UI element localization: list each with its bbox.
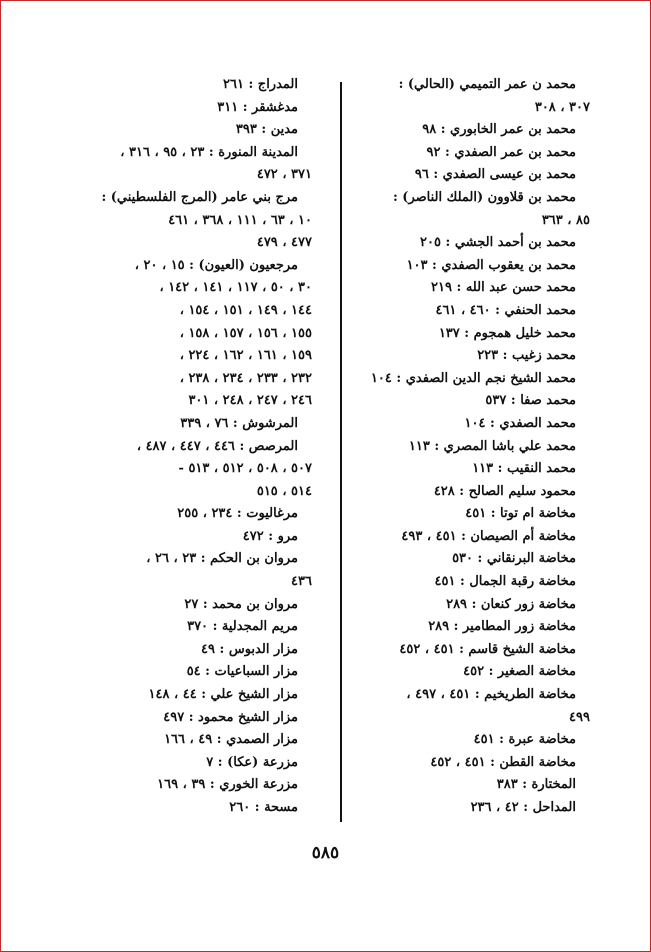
index-entry: مرج بني عامر (المرج الفلسطيني) : bbox=[101, 189, 298, 205]
index-entry: المدراج : ٢٦١ bbox=[223, 77, 298, 92]
index-entry: مروان بن محمد : ٢٧ bbox=[184, 596, 298, 612]
index-entry-continuation: ٢٣٢ ، ٢٣٣ ، ٢٣٤ ، ٢٣٨ ، bbox=[179, 370, 312, 386]
index-entry-continuation: ٥٠٧ ، ٥٠٨ ، ٥١٢ ، ٥١٣ - bbox=[178, 461, 312, 477]
page-number: ٥٨٥ bbox=[311, 843, 340, 863]
index-entry: مزار الدبوس : ٤٩ bbox=[201, 641, 298, 657]
index-entry: مريم المجدلية : ٣٧٠ bbox=[187, 619, 298, 635]
index-entry: محمد الصفدي : ١٠٤ bbox=[464, 415, 576, 431]
index-entry: محمد زغيب : ٢٢٣ bbox=[477, 348, 576, 364]
index-entry-continuation: ٢٤٦ ، ٢٤٧ ، ٢٤٨ ، ٣٠١ bbox=[188, 393, 312, 409]
index-entry: مزار الشيخ علي : ٤٤ ، ١٤٨ bbox=[148, 687, 298, 703]
index-entry: محمد بن قلاوون (الملك الناصر) : bbox=[392, 189, 576, 205]
index-entry-continuation: ٣٠٧ ، ٣٠٨ bbox=[534, 99, 590, 115]
index-entry: محمد ن عمر التميمي (الحالي) : bbox=[398, 77, 576, 92]
index-entry: مخاضة زور كنعان : ٢٨٩ bbox=[446, 596, 576, 612]
index-entry: محمد صفا : ٥٣٧ bbox=[485, 393, 576, 409]
index-entry: مزرعة الخوري : ٣٩ ، ١٦٩ bbox=[157, 777, 298, 793]
index-entry: المختارة : ٣٨٣ bbox=[496, 777, 576, 793]
index-entry: مخاضة رقبة الجمال : ٤٥١ bbox=[434, 574, 576, 590]
index-entry: محمود سليم الصالح : ٤٢٨ bbox=[433, 483, 576, 499]
index-entry: المدينة المنورة : ٢٣ ، ٩٥ ، ٣١٦ ، bbox=[120, 144, 298, 160]
index-entry: مرغاليوت : ٢٣٤ ، ٢٥٥ bbox=[177, 506, 298, 522]
index-column-left bbox=[100, 74, 312, 820]
index-entry-continuation: ١٠ ، ٦٣ ، ١١١ ، ٣٦٨ ، ٤٦١ bbox=[168, 212, 312, 228]
index-entry-continuation: ٤٣٦ bbox=[291, 574, 312, 590]
index-entry: مخاضة أم الصيصان : ٤٥١ ، ٤٩٣ bbox=[401, 528, 576, 544]
index-entry: مسحة : ٢٦٠ bbox=[229, 800, 298, 815]
index-entry: محمد بن أحمد الجشي : ٢٠٥ bbox=[420, 235, 576, 251]
index-entry-continuation: ١٥٩ ، ١٦١ ، ١٦٢ ، ٢٢٤ ، bbox=[179, 348, 312, 364]
index-entry: محمد بن يعقوب الصفدي : ١٠٣ bbox=[406, 257, 576, 273]
index-column-right bbox=[352, 74, 590, 820]
index-entry: مدين : ٣٩٣ bbox=[235, 122, 298, 138]
index-entry: محمد الشيخ نجم الدين الصفدي : ١٠٤ bbox=[370, 370, 576, 386]
index-entry: مزار الشيخ محمود : ٤٩٧ bbox=[163, 709, 298, 725]
index-entry: محمد الحنفي : ٤٦٠ ، ٤٦١ bbox=[435, 302, 576, 318]
index-entry-continuation: ٤٧٧ ، ٤٧٩ bbox=[256, 235, 312, 251]
index-entry: المداحل : ٤٢ ، ٢٣٦ bbox=[470, 800, 576, 815]
index-entry: مزار السباعيات : ٥٤ bbox=[186, 664, 298, 680]
index-entry: مزار الصمدي : ٤٩ ، ١٦٦ bbox=[164, 732, 298, 748]
index-entry: مخاضة الطريخيم : ٤٥١ ، ٤٩٧ ، bbox=[406, 687, 576, 703]
index-entry: محمد بن عمر الصفدي : ٩٢ bbox=[426, 144, 576, 160]
index-entry-continuation: ٥١٤ ، ٥١٥ bbox=[256, 483, 312, 499]
index-entry: محمد علي باشا المصري : ١١٣ bbox=[408, 438, 576, 454]
index-entry: مدغشقر : ٣١١ bbox=[217, 99, 298, 115]
index-entry: المرصص : ٤٤٦ ، ٤٤٧ ، ٤٨٧ ، bbox=[136, 438, 298, 454]
index-entry: مخاضة البرنقاني : ٥٣٠ bbox=[452, 551, 576, 567]
index-entry: مزرعة (عكا) : ٧ bbox=[206, 754, 298, 770]
index-entry: محمد بن عيسى الصفدي : ٩٦ bbox=[414, 167, 576, 183]
index-entry: مرجعيون (العيون) : ١٥ ، ٢٠ ، bbox=[134, 257, 298, 273]
index-entry-continuation: ٤٩٩ bbox=[569, 709, 590, 725]
index-entry: محمد بن عمر الخابوري : ٩٨ bbox=[422, 122, 576, 138]
index-entry: مخاضة القطن : ٤٥١ ، ٤٥٢ bbox=[430, 754, 576, 770]
index-entry-continuation: ١٤٤ ، ١٤٩ ، ١٥١ ، ١٥٤ ، bbox=[179, 302, 312, 318]
index-entry: مخاضة الصغير : ٤٥٢ bbox=[463, 664, 576, 680]
index-entry: مخاضة الشيخ قاسم : ٤٥١ ، ٤٥٢ bbox=[399, 641, 576, 657]
index-entry-continuation: ١٥٥ ، ١٥٦ ، ١٥٧ ، ١٥٨ ، bbox=[179, 325, 312, 341]
index-entry: محمد خليل همجوم : ١٣٧ bbox=[438, 325, 576, 341]
index-entry: مخاضة عبرة : ٤٥١ bbox=[473, 732, 576, 748]
index-entry: محمد النقيب : ١١٣ bbox=[472, 461, 576, 477]
index-entry: مخاضة زور المطامير : ٢٨٩ bbox=[428, 619, 576, 635]
index-entry: محمد حسن عبد الله : ٢١٩ bbox=[431, 280, 576, 296]
index-entry: مروان بن الحكم : ٢٣ ، ٢٦ ، bbox=[146, 551, 298, 567]
index-entry-continuation: ٨٥ ، ٣٦٣ bbox=[541, 212, 590, 228]
index-entry: مخاضة ام توتا : ٤٥١ bbox=[465, 506, 576, 522]
index-entry-continuation: ٣٠ ، ٥٠ ، ١١٧ ، ١٤١ ، ١٤٢ ، bbox=[159, 280, 312, 296]
index-entry-continuation: ٣٧١ ، ٤٧٢ bbox=[256, 167, 312, 183]
column-divider bbox=[340, 82, 342, 822]
index-entry: المرشوش : ٧٦ ، ٣٣٩ bbox=[180, 415, 298, 431]
index-entry: مرو : ٤٧٢ bbox=[242, 528, 298, 544]
